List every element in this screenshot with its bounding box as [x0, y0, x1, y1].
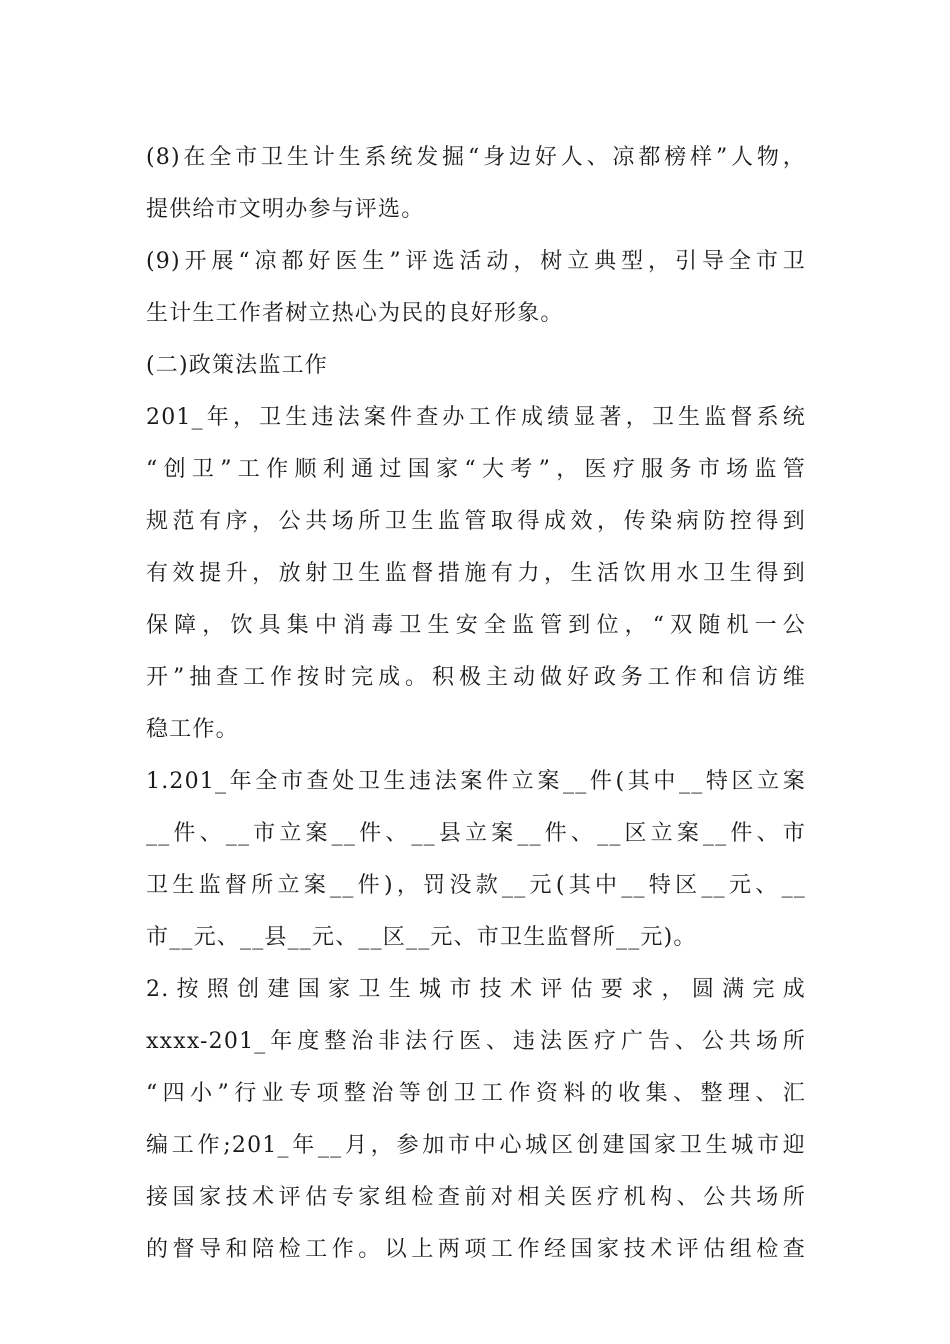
text-line: 有效提升，放射卫生监督措施有力，生活饮用水卫生得到 — [146, 561, 806, 586]
text-line: xxxx-201_年度整治非法行医、违法医疗广告、公共场所 — [146, 1029, 806, 1054]
text-line: (9)开展“凉都好医生”评选活动，树立典型，引导全市卫 — [146, 249, 806, 274]
text-line: __件、__市立案__件、__县立案__件、__区立案__件、市 — [146, 821, 806, 846]
section-heading: (二)政策法监工作 — [146, 353, 328, 378]
text-line: 提供给市文明办参与评选。 — [146, 197, 425, 222]
text-line: 卫生监督所立案__件)，罚没款__元(其中__特区__元、__ — [146, 873, 806, 898]
text-line: 编工作;201_年__月，参加市中心城区创建国家卫生城市迎 — [146, 1133, 806, 1158]
text-line: 201_年，卫生违法案件查办工作成绩显著，卫生监督系统 — [146, 405, 806, 430]
text-line: 稳工作。 — [146, 717, 239, 742]
text-line: 1.201_年全市查处卫生违法案件立案__件(其中__特区立案 — [146, 769, 806, 794]
text-line: 生计生工作者树立热心为民的良好形象。 — [146, 301, 564, 326]
document-body — [146, 132, 806, 1276]
text-line: 2.按照创建国家卫生城市技术评估要求，圆满完成 — [146, 977, 806, 1002]
text-line: 接国家技术评估专家组检查前对相关医疗机构、公共场所 — [146, 1185, 806, 1210]
text-line: “四小”行业专项整治等创卫工作资料的收集、整理、汇 — [146, 1081, 806, 1106]
text-line: “创卫”工作顺利通过国家“大考”，医疗服务市场监管 — [146, 457, 806, 482]
text-line: 市__元、__县__元、__区__元、市卫生监督所__元)。 — [146, 925, 697, 950]
text-line: 的督导和陪检工作。以上两项工作经国家技术评估组检查 — [146, 1237, 806, 1262]
text-line: 规范有序，公共场所卫生监管取得成效，传染病防控得到 — [146, 509, 806, 534]
text-line: 开”抽查工作按时完成。积极主动做好政务工作和信访维 — [146, 665, 806, 690]
text-line: 保障，饮具集中消毒卫生安全监管到位，“双随机一公 — [146, 613, 806, 638]
text-line: (8)在全市卫生计生系统发掘“身边好人、凉都榜样”人物， — [146, 145, 806, 170]
